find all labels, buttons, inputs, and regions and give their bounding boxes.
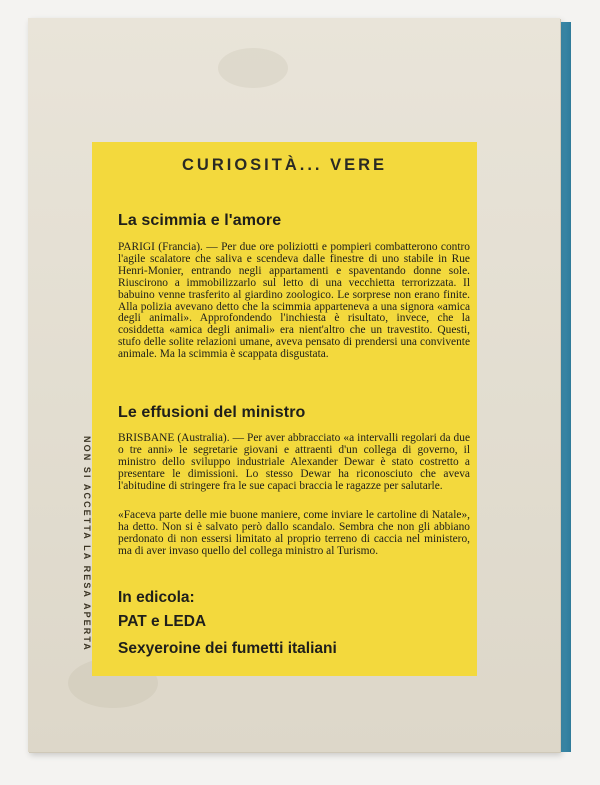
article-body-ministro-quote: «Faceva parte delle mie buone maniere, come inviare le cartoline di Natale», ha detto. Non si è salvato però dallo scandalo. Sembra che non gli abbiano perdonato di non essersi limitato al proprio terreno di caccia nel ministero, ma di aver invaso quello del collega ministro al Turismo. <box>118 509 470 557</box>
edicola-label: In edicola: <box>118 589 195 606</box>
article-title-ministro: Le effusioni del ministro <box>118 404 306 421</box>
page-heading: CURIOSITÀ... VERE <box>181 156 388 174</box>
edicola-line-pat-leda: PAT e LEDA <box>118 613 207 630</box>
side-notice: NON SI ACCETTA LA RESA APERTA <box>82 436 92 652</box>
article-body-scimmia: PARIGI (Francia). — Per due ore poliziotti e pompieri combatterono contro l'agile scalatore che saliva e scendeva dalle finestre di uno stabile in Rue Henri-Monier, entrando negli appartamenti e spaventando donne sole. Riuscirono a immobilizzarlo sul letto di una vecchietta terrorizzata. Il babuino venne trasferito al giardino zoologico. Le sorprese non erano finite. Alla polizia avevano detto che la scimmia apparteneva a una signora «amica degli animali». Approfondendo l'inchiesta è risultato, invece, che la cosiddetta «amica degli animali» era nient'altro che un travestito. Questi, stufo delle solite relazioni umane, aveva pensato di prendersi una convivente animale. Ma la scimmia è scappata disgustata. <box>118 241 470 361</box>
edicola-line-sexyeroine: Sexyeroine dei fumetti italiani <box>118 640 337 657</box>
article-body-ministro: BRISBANE (Australia). — Per aver abbracciato «a intervalli regolari da due o tre anni» le segretarie giovani e attraenti d'un collega di governo, il ministro dello sviluppo industriale Alexander Dewar è stato costretto a presentare le dimissioni. Lo stesso Dewar ha riconosciuto che aveva l'abitudine di stringere fra le sue capaci braccia le ragazze per salutarle. <box>118 432 470 492</box>
article-title-scimmia: La scimmia e l'amore <box>118 212 282 229</box>
paper-stain <box>218 48 288 88</box>
